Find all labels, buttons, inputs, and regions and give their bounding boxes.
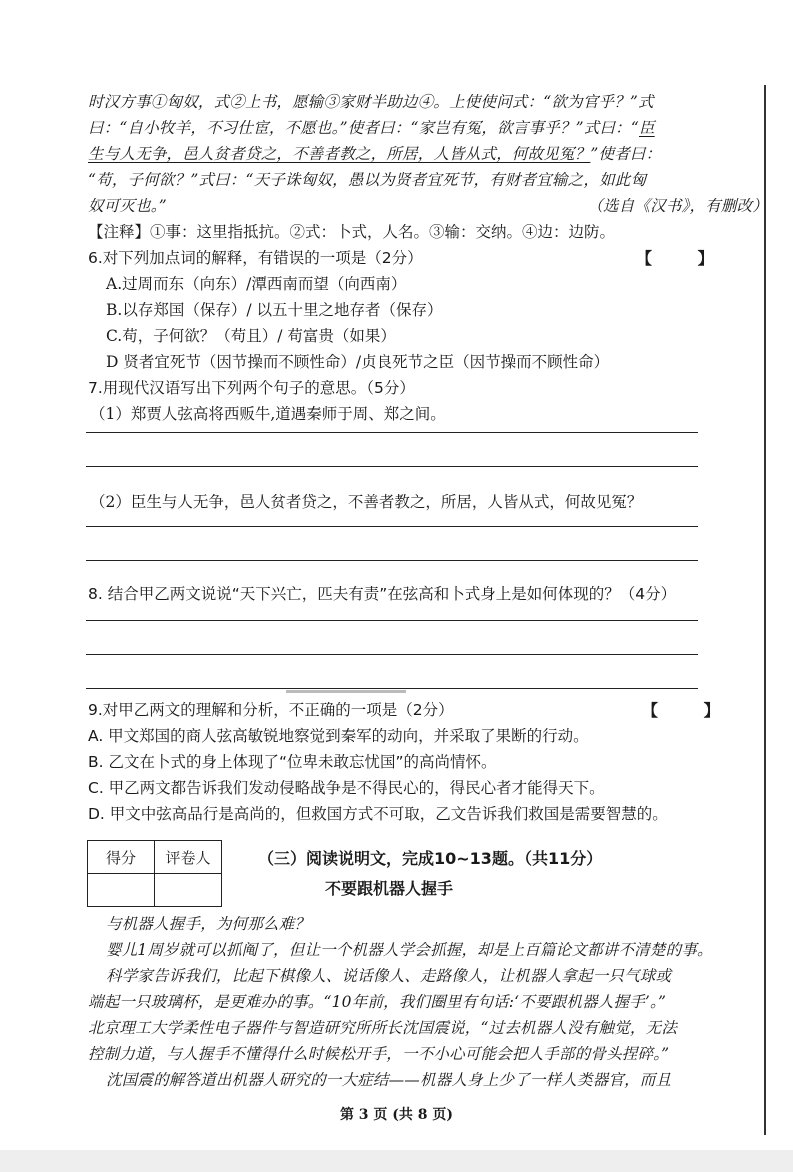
article-paragraph: 婴儿1周岁就可以抓阄了，但让一个机器人学会抓握，却是上百篇论文都讲不清楚的事。 [106, 941, 713, 959]
answer-line[interactable] [86, 654, 698, 655]
article-paragraph: 北京理工大学柔性电子器件与智造研究所所长沈国震说，“过去机器人没有触觉，无法 [88, 1019, 678, 1037]
answer-line[interactable] [86, 526, 698, 527]
article-paragraph: 科学家告诉我们，比起下棋像人、说话像人、走路像人，让机器人拿起一只气球或 [106, 967, 672, 985]
passage-line: 时汉方事①匈奴，式②上书，愿输③家财半助边④。上使使问式：“欲为官乎？”式 [88, 93, 654, 111]
article-paragraph: 控制力道，与人握手不懂得什么时候松开手，一不小心可能会把人手部的骨头捏碎。” [88, 1045, 670, 1063]
article-paragraph: 端起一只玻璃杯，是更难办的事。“10年前，我们圈里有句话:‘不要跟机器人握手’。” [88, 993, 667, 1011]
answer-line[interactable] [86, 560, 698, 561]
grader-header: 评卷人 [155, 841, 222, 874]
question-8-stem: 8. 结合甲乙两文说说“天下兴亡，匹夫有责”在弦高和卜式身上是如何体现的？（4分） [88, 585, 677, 603]
page-footer: 第 3 页 (共 8 页) [339, 1107, 454, 1123]
score-table [87, 840, 222, 907]
underlined-sentence: 生与人无争，邑人贫者贷之，不善者教之，所居，人皆从式，何故见冤？ [88, 145, 591, 163]
question-7-stem: 7.用现代汉语写出下列两个句子的意思。（5分） [88, 379, 415, 397]
option-c: C.苟，子何欲？（苟且）/ 苟富贵（如果） [106, 327, 396, 345]
score-cell[interactable] [88, 874, 155, 907]
option-d: D 贤者宜死节（因节操而不顾性命）/贞良死节之臣（因节操而不顾性命） [106, 353, 610, 371]
answer-line[interactable] [86, 466, 698, 467]
scan-smudge [286, 690, 406, 693]
option-a: A.过周而东（向东）/潭西南而望（向西南） [106, 275, 407, 293]
question-6-stem: 6.对下列加点词的解释，有错误的一项是（2分） [88, 249, 423, 267]
passage-line: 生与人无争，邑人贫者贷之，不善者教之，所居，人皆从式，何故见冤？”使者曰： [88, 145, 662, 163]
option-b: B. 乙文在卜式的身上体现了“位卑未敢忘忧国”的高尚情怀。 [88, 753, 497, 771]
question-9-stem: 9.对甲乙两文的理解和分析，不正确的一项是（2分） [88, 701, 454, 719]
option-b: B.以存郑国（保存）/ 以五十里之地存者（保存） [106, 301, 443, 319]
score-header: 得分 [88, 841, 155, 874]
question-7-sentence-1: （1）郑贾人弦高将西贩牛,道遇秦师于周、郑之间。 [90, 405, 446, 423]
passage-line: “苟，子何欲？”式曰：“天子诛匈奴，愚以为贤者宜死节，有财者宜输之，如此匈 [88, 171, 647, 189]
answer-line[interactable] [86, 620, 698, 621]
article-paragraph: 与机器人握手，为何那么难？ [106, 915, 311, 933]
grader-cell[interactable] [155, 874, 222, 907]
option-d: D. 甲文中弦高品行是高尚的，但救国方式不可取，乙文告诉我们救国是需要智慧的。 [88, 805, 668, 823]
passage-line: 曰：“自小牧羊，不习仕宦，不愿也。”使者曰：“家岂有冤，欲言事乎？”式曰：“臣 [88, 119, 655, 137]
article-title: 不要跟机器人握手 [325, 879, 454, 898]
answer-line[interactable] [86, 688, 698, 689]
answer-line[interactable] [86, 432, 698, 433]
passage-line: 奴可灭也。” （选自《汉书》，有删改） [88, 197, 768, 215]
answer-bracket[interactable]: 【 】 [636, 249, 734, 268]
annotation-note: 【注释】①事：这里指抵抗。②式：卜式，人名。③输：交纳。④边：边防。 [88, 223, 616, 241]
section-heading: （三）阅读说明文，完成10~13题。（共11分） [258, 849, 603, 868]
answer-bracket[interactable]: 【 】 [642, 701, 740, 720]
viewer-bottom-bar [0, 1150, 793, 1172]
option-c: C. 甲乙两文都告诉我们发动侵略战争是不得民心的，得民心者才能得天下。 [88, 779, 605, 797]
article-paragraph: 沈国震的解答道出机器人研究的一大症结——机器人身上少了一样人类器官，而且 [106, 1071, 672, 1089]
source-citation: （选自《汉书》，有删改） [587, 197, 768, 215]
question-7-sentence-2: （2）臣生与人无争，邑人贫者贷之，不善者教之，所居，人皆从式，何故见冤？ [90, 493, 643, 511]
option-a: A. 甲文郑国的商人弦高敏锐地察觉到秦军的动向，并采取了果断的行动。 [88, 727, 589, 745]
